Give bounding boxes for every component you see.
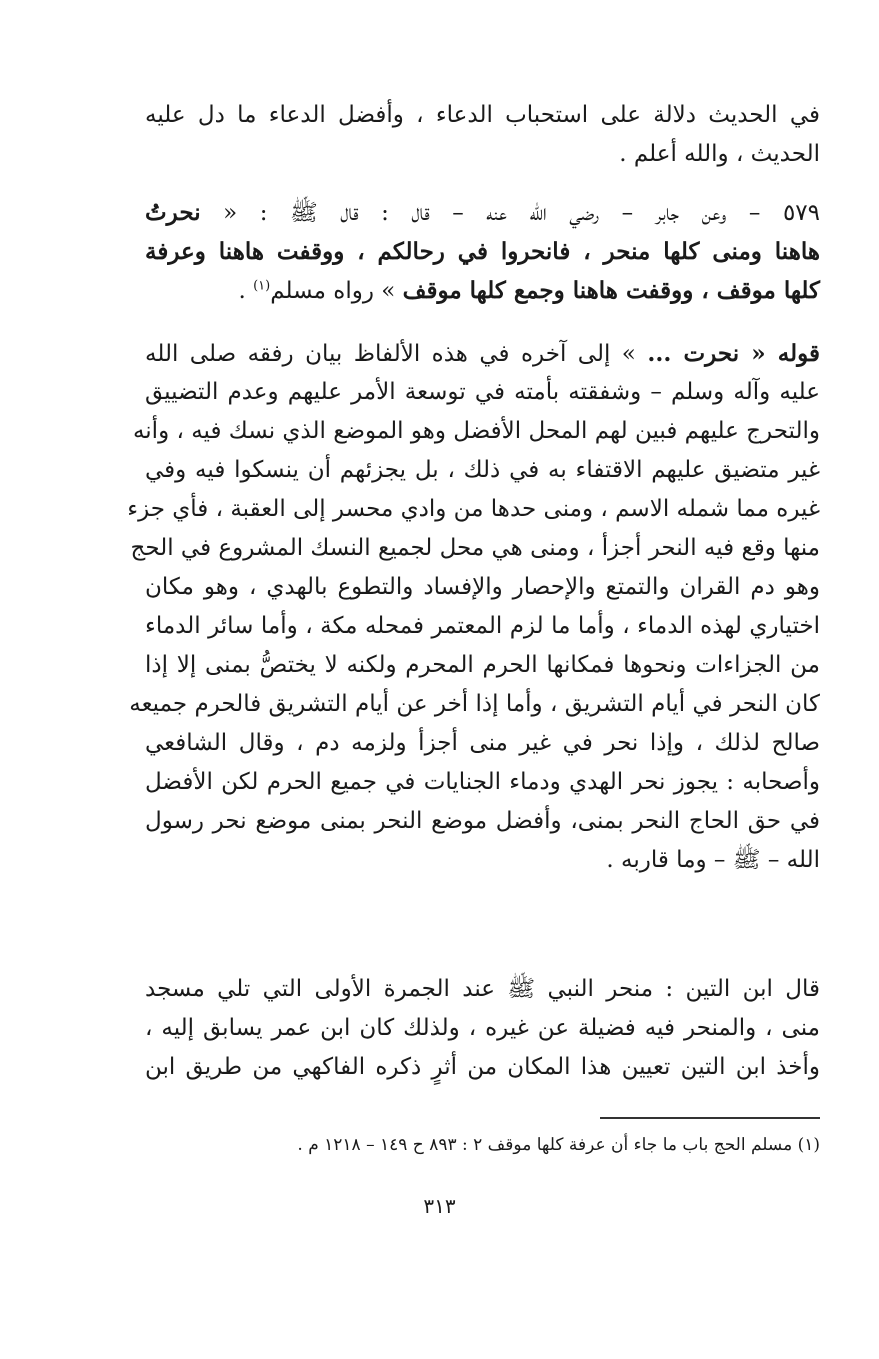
text-line: منها وقع فيه النحر أجزأ ، ومنى هي محل لجميع النسك المشروع في الحج (130, 535, 820, 561)
hadith-text-bold: نحرتُ (145, 199, 201, 226)
text-line: الله – ﷺ – وما قاربه . (606, 847, 820, 873)
hadith-paragraph (145, 193, 820, 310)
page-number: ٣١٣ (423, 1194, 456, 1218)
quoted-word: نحرت ... (647, 340, 740, 367)
paragraph-intro (145, 96, 820, 174)
text-line: قال ابن التين : منحر النبي ﷺ عند الجمرة الأولى التي تلي مسجد (145, 976, 820, 1002)
text-line: وأصحابه : يجوز نحر الهدي ودماء الجنايات في جميع الحرم لكن الأفضل (145, 769, 820, 795)
text-line: وأخذ ابن التين تعيين هذا المكان من أثرٍ ذكره الفاكهي من طريق ابن (145, 1054, 820, 1080)
text-line: منى ، والمنحر فيه فضيلة عن غيره ، ولذلك كان ابن عمر يسابق إليه ، (145, 1015, 820, 1041)
text-line: من الجزاءات ونحوها فمكانها الحرم المحرم ولكنه لا يختصُّ بمنى إلا إذا (145, 652, 820, 678)
ibn-al-tin-paragraph (145, 970, 820, 1087)
text-line: عليه وآله وسلم – وشفقته بأمته في توسعة الأمر عليهم وعدم التضييق (145, 379, 820, 405)
text-line: غير متضيق عليهم الاقتفاء به في ذلك ، بل يجزئهم أن ينسكوا فيه وفي (145, 457, 820, 483)
text-line: الحديث ، والله أعلم . (619, 141, 820, 167)
text-line: والتحرج عليهم فبين لهم المحل الأفضل وهو الموضع الذي نسك فيه ، وأنه (132, 418, 820, 444)
text-line: في الحديث دلالة على استحباب الدعاء ، وأفضل الدعاء ما دل عليه (145, 102, 820, 128)
hadith-text-bold: كلها موقف ، ووقفت هاهنا وجمع كلها موقف (402, 277, 820, 304)
text-line: غيره مما شمله الاسم ، ومنى حدها من وادي محسر إلى العقبة ، فأي جزء (127, 496, 820, 522)
hadith-number-and-chain: ٥٧٩ – وعن جابر – رضي الله عنه – قال : قال ﷺ : « (200, 200, 820, 226)
hadith-line-2: هاهنا ومنى كلها منحر ، فانحروا في رحالكم ، ووقفت هاهنا وعرفة (145, 238, 820, 265)
commentary-line-1 (145, 334, 820, 373)
commentary-lead: قوله « (739, 340, 820, 367)
hadith-line-3 (145, 271, 820, 310)
footnote-divider (600, 1117, 820, 1119)
commentary-text: » إلى آخره في هذه الألفاظ بيان رفقه صلى الله (145, 341, 648, 367)
text-line: اختياري لهذه الدماء ، وأما ما لزم المعتمر فمحله مكة ، وأما سائر الدماء (145, 613, 820, 639)
text-line: وهو دم القران والتمتع والإحصار والإفساد والتطوع بالهدي ، وهو مكان (145, 574, 820, 600)
hadith-line-1 (145, 193, 820, 232)
text-line: صالح لذلك ، وإذا نحر في غير منى أجزأ ولزمه دم ، وقال الشافعي (145, 730, 820, 756)
hadith-source: » رواه مسلم (270, 278, 403, 304)
footnote-reference: (١) (253, 278, 271, 294)
commentary-paragraph (127, 334, 820, 880)
footnote: (١) مسلم الحج باب ما جاء أن عرفة كلها موقف ٢ : ٨٩٣ ح ١٤٩ – ١٢١٨ م . (297, 1135, 820, 1155)
sentence-end: . (238, 278, 254, 304)
text-line: كان النحر في أيام التشريق ، وأما إذا أخر عن أيام التشريق فالحرم جميعه (129, 691, 820, 717)
text-line: في حق الحاج النحر بمنى، وأفضل موضع النحر بمنى موضع نحر رسول (145, 808, 820, 834)
